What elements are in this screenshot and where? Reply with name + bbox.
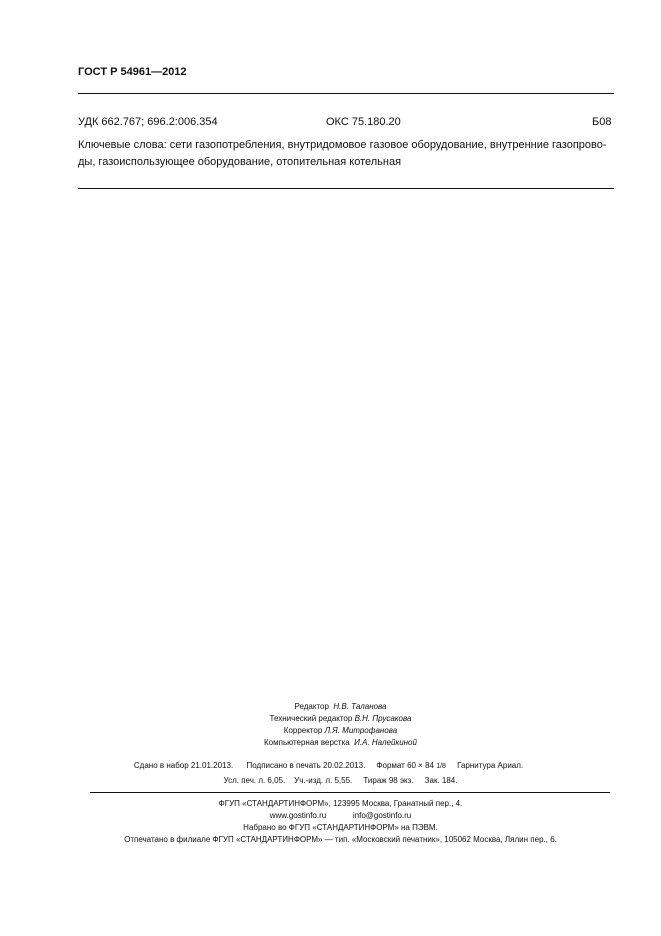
imprint-line-1: Сдано в набор 21.01.2013. Подписано в печать 20.02.2013. Формат 60 × 84 1/8 Гарнитура Ариал.	[133, 761, 524, 770]
publisher-contacts: www.gostinfo.ru info@gostinfo.ru	[269, 811, 412, 820]
credit-proofreader: Корректор Л.Я. Митрофанова	[283, 726, 398, 735]
keywords-line-2: ды, газоиспользующее оборудование, отопительная котельная	[78, 156, 402, 168]
divider	[78, 188, 614, 189]
keywords-line-1: Ключевые слова: сети газопотребления, внутридомовое газовое оборудование, внутренние газопрово-	[78, 139, 607, 151]
group-code: Б08	[592, 116, 612, 128]
imprint-line-2: Усл. печ. л. 6,05. Уч.-изд. л. 5,55. Тираж 98 экз. Зак. 184.	[223, 776, 458, 785]
credit-layout: Компьютерная верстка И.А. Налейкиной	[264, 738, 417, 747]
udk-code: УДК 662.767; 696.2:006.354	[78, 116, 218, 128]
printed-note: Отпечатано в филиале ФГУП «СТАНДАРТИНФОРМ» — тип. «Московский печатник», 105062 Москва, Лялин пер., 6.	[124, 835, 557, 844]
credit-editor: Редактор Н.В. Таланова	[294, 702, 387, 711]
divider	[78, 93, 614, 94]
divider	[90, 792, 610, 793]
typeset-note: Набрано во ФГУП «СТАНДАРТИНФОРМ» на ПЭВМ.	[243, 823, 438, 832]
document-code: ГОСТ Р 54961—2012	[78, 66, 187, 78]
publisher-address: ФГУП «СТАНДАРТИНФОРМ», 123995 Москва, Гранатный пер., 4.	[218, 799, 463, 808]
credit-tech-editor: Технический редактор В.Н. Прусакова	[269, 714, 412, 723]
oks-code: ОКС 75.180.20	[326, 116, 401, 128]
